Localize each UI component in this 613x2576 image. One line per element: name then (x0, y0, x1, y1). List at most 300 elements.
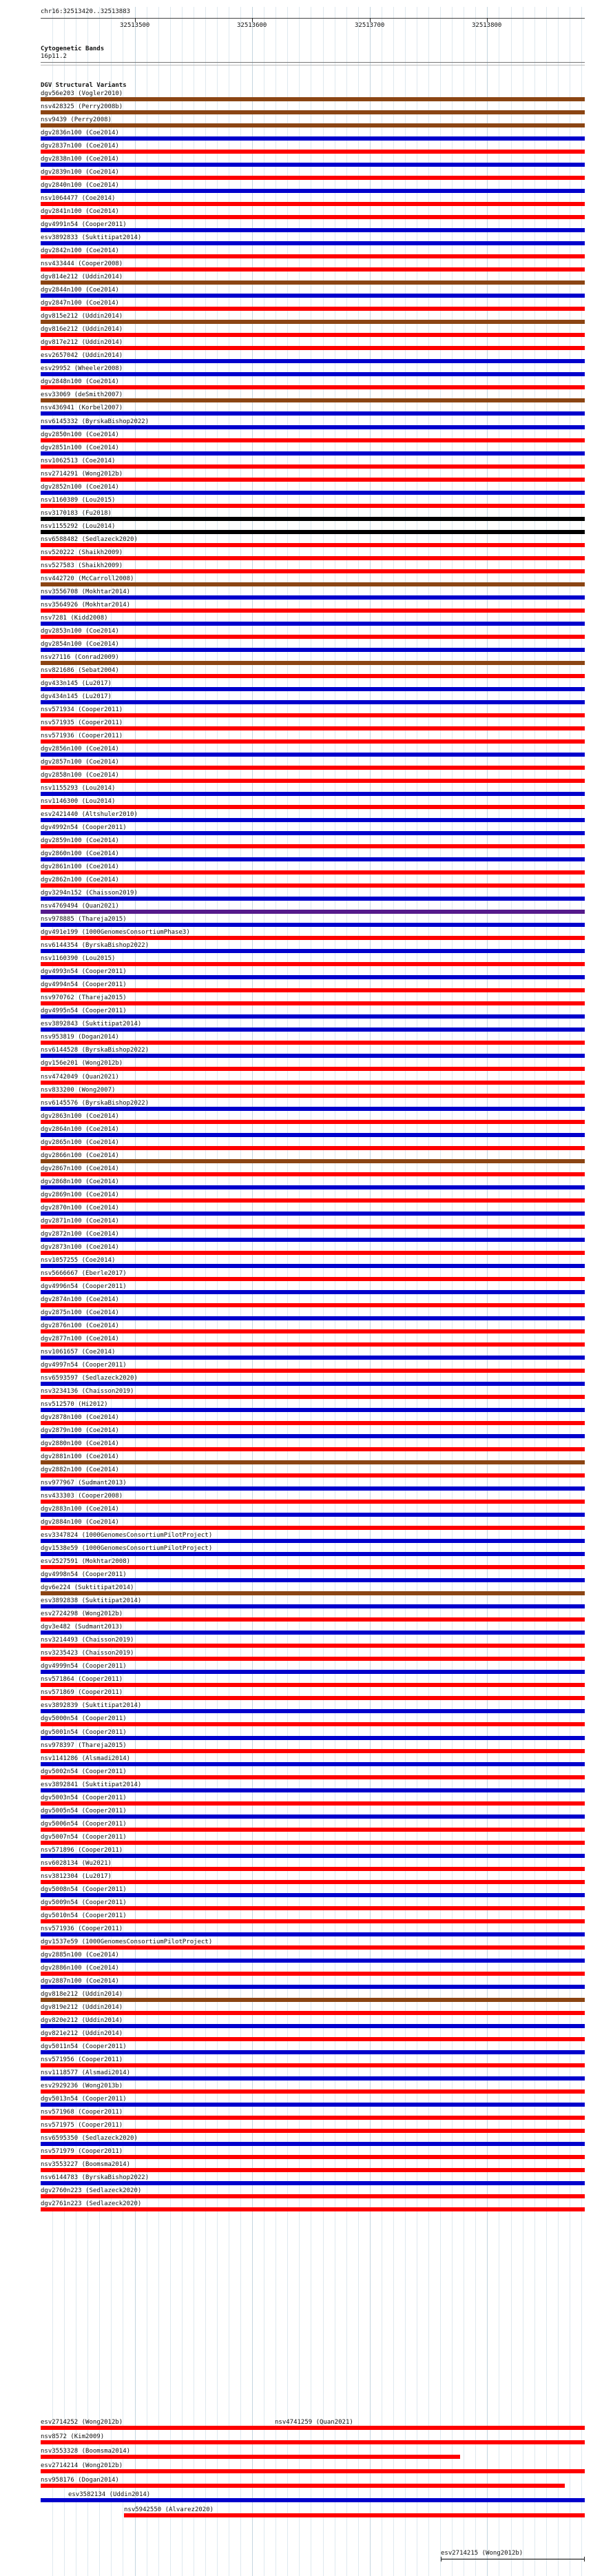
sv-feature-bar[interactable] (41, 962, 585, 966)
sv-feature-bar[interactable] (41, 425, 585, 429)
sv-feature-bar[interactable] (41, 398, 585, 402)
sv-feature-label: dgv2882n100 (Coe2014) (41, 1466, 119, 1473)
sv-feature-bar[interactable] (41, 307, 585, 311)
sv-feature-label: dgv2862n100 (Coe2014) (41, 877, 119, 883)
sv-feature-label: dgv2878n100 (Coe2014) (41, 1414, 119, 1421)
sv-feature-bar[interactable] (41, 1067, 585, 1071)
sv-feature-bar[interactable] (41, 1591, 585, 1595)
sv-feature-label: dgv2885n100 (Coe2014) (41, 1952, 119, 1959)
sv-feature-label: esv3347824 (1000GenomesConsortiumPilotProject) (41, 1532, 213, 1539)
sv-feature-label: esv2714252 (Wong2012b) (41, 2419, 123, 2426)
sv-feature-label: nsv571934 (Cooper2011) (41, 706, 123, 713)
ruler-tick-label: 32513700 (355, 22, 385, 29)
sv-feature-bar[interactable] (41, 189, 585, 193)
sv-feature-label: esv2929236 (Wong2013b) (41, 2083, 123, 2089)
sv-feature-bar[interactable] (41, 1369, 585, 1373)
sv-feature-bar[interactable] (41, 1185, 585, 1189)
sv-feature-bar[interactable] (41, 779, 585, 783)
sv-feature-bar[interactable] (41, 844, 585, 848)
sv-feature-label: dgv2840n100 (Coe2014) (41, 182, 119, 189)
sv-feature-label: esv29952 (Wheeler2008) (41, 365, 123, 372)
sv-feature-bar[interactable] (41, 1028, 585, 1032)
sv-feature-label: dgv817e212 (Uddin2014) (41, 339, 123, 346)
sv-feature-label: nsv571935 (Cooper2011) (41, 719, 123, 726)
sv-feature-label: dgv1537e59 (1000GenomesConsortiumPilotProject) (41, 1939, 213, 1945)
sv-feature-bar[interactable] (41, 1604, 585, 1608)
sv-feature-label: nsv571936 (Cooper2011) (41, 733, 123, 739)
sv-feature-bar[interactable] (124, 2513, 585, 2517)
sv-feature-bar[interactable] (41, 674, 585, 678)
sv-feature-label: dgv2841n100 (Coe2014) (41, 208, 119, 215)
sv-feature-bar[interactable] (41, 1617, 585, 1622)
sv-feature-bar[interactable] (41, 1238, 585, 1242)
sv-feature-label: dgv2861n100 (Coe2014) (41, 863, 119, 870)
sv-feature-label: esv2714214 (Wong2012b) (41, 2462, 123, 2469)
sv-feature-label: esv3582134 (Uddin2014) (68, 2491, 151, 2498)
sv-feature-bar[interactable] (41, 464, 585, 469)
sv-feature-label: dgv6e224 (Suktitipat2014) (41, 1584, 134, 1591)
sv-feature-bar[interactable] (41, 1552, 585, 1556)
sv-feature-label: dgv2761n223 (Sedlazeck2020) (41, 2200, 142, 2207)
sv-feature-bar[interactable] (41, 176, 585, 180)
sv-feature-bar[interactable] (41, 897, 585, 901)
sv-feature-label: nsv821686 (Sebat2004) (41, 667, 119, 674)
sv-feature-bar[interactable] (41, 870, 585, 875)
sv-feature-label: nsv5666667 (Eberle2017) (41, 1270, 127, 1277)
sv-feature-label: nsv6144528 (ByrskaBishop2022) (41, 1047, 149, 1054)
sv-feature-label: dgv5001n54 (Cooper2011) (41, 1729, 127, 1736)
sv-feature-label: dgv821e212 (Uddin2014) (41, 2030, 123, 2037)
sv-feature-bar[interactable] (41, 1526, 585, 1530)
sv-feature-bar[interactable] (41, 1867, 585, 1871)
ruler-axis (41, 18, 585, 19)
sv-feature-bar[interactable] (41, 267, 585, 272)
sv-feature-bar[interactable] (41, 2484, 565, 2488)
sv-feature-label: dgv2881n100 (Coe2014) (41, 1453, 119, 1460)
sv-feature-bar[interactable] (41, 1408, 585, 1412)
sv-feature-bar[interactable] (41, 556, 585, 560)
sv-feature-bar[interactable] (41, 1172, 585, 1176)
sv-feature-label: dgv4995n54 (Cooper2011) (41, 1008, 127, 1014)
sv-feature-bar[interactable] (41, 517, 585, 521)
sv-feature-label: dgv5006n54 (Cooper2011) (41, 1821, 127, 1828)
sv-feature-bar[interactable] (41, 582, 585, 586)
sv-feature-bar[interactable] (41, 2050, 585, 2054)
sv-feature-label: nsv978397 (Thareja2015) (41, 1742, 127, 1749)
sv-feature-bar[interactable] (41, 2089, 585, 2094)
sv-feature-bar[interactable] (41, 2440, 585, 2444)
sv-feature-bar[interactable] (41, 700, 585, 704)
sv-feature-label: dgv2852n100 (Coe2014) (41, 484, 119, 491)
sv-feature-bar[interactable] (41, 438, 585, 442)
sv-feature-bar[interactable] (41, 910, 585, 914)
sv-feature-bar[interactable] (41, 726, 585, 730)
sv-feature-bar[interactable] (41, 1382, 585, 1386)
sv-feature-label: nsv442720 (McCarroll2008) (41, 575, 134, 582)
sv-feature-bar[interactable] (41, 451, 585, 456)
sv-feature-bar[interactable] (41, 1749, 585, 1753)
sv-feature-bar[interactable] (41, 333, 585, 337)
sv-feature-bar[interactable] (41, 2455, 460, 2459)
sv-feature-bar[interactable] (41, 923, 585, 927)
sv-feature-label: dgv2870n100 (Coe2014) (41, 1205, 119, 1212)
sv-feature-bar[interactable] (41, 1094, 585, 1098)
sv-feature-bar[interactable] (41, 2063, 585, 2067)
sv-feature-bar[interactable] (41, 1225, 585, 1229)
cytoband-track-title: Cytogenetic Bands (41, 45, 105, 52)
sv-feature-label: dgv2874n100 (Coe2014) (41, 1296, 119, 1303)
cytoband-bar[interactable] (41, 62, 585, 63)
sv-feature-bar[interactable] (41, 1342, 585, 1347)
sv-feature-label: esv2724298 (Wong2012b) (41, 1611, 123, 1617)
sv-feature-bar[interactable] (41, 857, 585, 861)
sv-feature-bar[interactable] (41, 766, 585, 770)
sv-feature-bar[interactable] (41, 1303, 585, 1307)
sv-feature-label: nsv970762 (Thareja2015) (41, 994, 127, 1001)
sv-feature-bar[interactable] (41, 294, 585, 298)
sv-feature-bar[interactable] (41, 530, 585, 534)
sv-feature-label: dgv433n145 (Lu2017) (41, 680, 112, 687)
sv-feature-bar[interactable] (41, 1945, 585, 1950)
sv-feature-label: nsv3553227 (Boomsma2014) (41, 2161, 131, 2168)
sv-feature-bar[interactable] (41, 372, 585, 376)
sv-feature-label: nsv958176 (Dogan2014) (41, 2477, 119, 2484)
sv-feature-bar[interactable] (41, 1932, 585, 1936)
sv-feature-label: nsv571896 (Cooper2011) (41, 1847, 123, 1854)
sv-feature-label: nsv1064477 (Coe2014) (41, 195, 116, 202)
sv-feature-label: dgv5011n54 (Cooper2011) (41, 2043, 127, 2050)
sv-feature-bar[interactable] (41, 2426, 585, 2430)
sv-feature-bar[interactable] (41, 1500, 585, 1504)
sv-feature-label: esv3892839 (Suktitipat2014) (41, 1702, 142, 1709)
sv-feature-label: nsv520222 (Shaikh2009) (41, 549, 123, 556)
sv-feature-label: nsv3553328 (Boomsma2014) (41, 2448, 131, 2455)
sv-feature-bar[interactable] (41, 648, 585, 652)
sv-feature-label: nsv4769494 (Quan2021) (41, 903, 119, 910)
sv-feature-label: dgv2872n100 (Coe2014) (41, 1231, 119, 1238)
sv-feature-label: dgv4999n54 (Cooper2011) (41, 1663, 127, 1670)
sv-feature-label: nsv4742049 (Quan2021) (41, 1074, 119, 1081)
sv-feature-label: nsv3564926 (Mokhtar2014) (41, 602, 131, 609)
sv-feature-label: dgv2877n100 (Coe2014) (41, 1336, 119, 1342)
sv-feature-label: esv2421440 (Altshuler2010) (41, 811, 138, 818)
sv-feature-bar[interactable] (41, 1696, 585, 1700)
sv-feature-bar[interactable] (41, 1919, 585, 1923)
sv-feature-bar[interactable] (41, 1631, 585, 1635)
sv-feature-bar[interactable] (41, 320, 585, 324)
sv-feature-label: dgv434n145 (Lu2017) (41, 693, 112, 700)
sv-feature-bar[interactable] (41, 1329, 585, 1333)
sv-feature-bar[interactable] (41, 569, 585, 573)
sv-feature-bar[interactable] (41, 1264, 585, 1268)
sv-feature-bar[interactable] (41, 1998, 585, 2002)
sv-feature-label: dgv5000n54 (Cooper2011) (41, 1715, 127, 1722)
sv-feature-label: nsv1160389 (Lou2015) (41, 497, 116, 504)
sv-feature-label: nsv1057255 (Coe2014) (41, 1257, 116, 1264)
sv-feature-label: dgv491e199 (1000GenomesConsortiumPhase3) (41, 929, 190, 936)
sv-feature-label: nsv8572 (Kim2009) (41, 2433, 105, 2440)
sv-feature-bar[interactable] (41, 1120, 585, 1124)
sv-feature-bar[interactable] (41, 2155, 585, 2159)
sv-feature-label: dgv815e212 (Uddin2014) (41, 313, 123, 320)
sv-feature-bar[interactable] (41, 635, 585, 639)
sv-feature-bar[interactable] (41, 2129, 585, 2133)
sv-feature-label: nsv571864 (Cooper2011) (41, 1676, 123, 1683)
sv-feature-bar[interactable] (41, 1539, 585, 1543)
sv-feature-bar[interactable] (41, 1001, 585, 1005)
sv-feature-bar[interactable] (41, 1644, 585, 1648)
sv-feature-label: dgv820e212 (Uddin2014) (41, 2017, 123, 2024)
sv-feature-label: dgv2857n100 (Coe2014) (41, 759, 119, 766)
sv-feature-label: dgv2837n100 (Coe2014) (41, 143, 119, 150)
sv-feature-bar[interactable] (41, 2103, 585, 2107)
sv-feature-bar[interactable] (41, 1054, 585, 1058)
sv-feature-label: nsv571936 (Cooper2011) (41, 1925, 123, 1932)
sv-feature-label: dgv2848n100 (Coe2014) (41, 378, 119, 385)
sv-feature-bar[interactable] (41, 2024, 585, 2028)
sv-feature-bar[interactable] (41, 346, 585, 350)
sv-feature-label: nsv2714291 (Wong2012b) (41, 471, 123, 478)
sv-feature-bar[interactable] (41, 2142, 585, 2146)
sv-feature-bar[interactable] (41, 2194, 585, 2198)
sv-feature-label: nsv977967 (Sudmant2013) (41, 1480, 127, 1486)
sv-feature-bar[interactable] (41, 97, 585, 101)
sv-feature-bar[interactable] (41, 411, 585, 416)
sv-feature-bar[interactable] (41, 1081, 585, 1085)
sv-feature-label: nsv6145332 (ByrskaBishop2022) (41, 418, 149, 425)
sv-feature-bar[interactable] (41, 975, 585, 979)
sv-feature-label: nsv833200 (Wong2007) (41, 1087, 116, 1094)
sv-feature-label: esv3892833 (Suktitipat2014) (41, 234, 142, 241)
sv-track-title: DGV Structural Variants (41, 82, 127, 89)
sv-feature-bar[interactable] (41, 1107, 585, 1111)
sv-feature-bar[interactable] (41, 254, 585, 258)
sv-feature-label: nsv571979 (Cooper2011) (41, 2148, 123, 2155)
sv-feature-bar[interactable] (41, 2181, 585, 2185)
sv-feature-label: dgv2868n100 (Coe2014) (41, 1178, 119, 1185)
sv-feature-bar[interactable] (41, 1434, 585, 1438)
sv-feature-bar[interactable] (41, 1395, 585, 1399)
sv-feature-label: nsv571869 (Cooper2011) (41, 1689, 123, 1696)
sv-feature-bar[interactable] (41, 2076, 585, 2081)
sv-feature-label: dgv2760n223 (Sedlazeck2020) (41, 2187, 142, 2194)
sv-feature-label: nsv512570 (Hi2012) (41, 1401, 108, 1408)
sv-feature-bar[interactable] (41, 543, 585, 547)
sv-feature-label: nsv9439 (Perry2008) (41, 116, 112, 123)
sv-feature-label: dgv2883n100 (Coe2014) (41, 1506, 119, 1513)
sv-feature-label: dgv2875n100 (Coe2014) (41, 1309, 119, 1316)
sv-feature-bar[interactable] (41, 687, 585, 691)
sv-feature-bar[interactable] (41, 753, 585, 757)
sv-feature-bar[interactable] (41, 2498, 585, 2502)
sv-feature-bar[interactable] (41, 280, 585, 285)
sv-feature-bar[interactable] (41, 988, 585, 992)
sv-feature-label: dgv818e212 (Uddin2014) (41, 1991, 123, 1998)
sv-feature-label: dgv2838n100 (Coe2014) (41, 156, 119, 163)
sv-feature-bar[interactable] (41, 163, 585, 167)
sv-feature-label: nsv4741259 (Quan2021) (275, 2419, 353, 2426)
sv-feature-bar[interactable] (41, 1959, 585, 1963)
sv-feature-bar[interactable] (41, 595, 585, 600)
sv-feature-label: nsv571975 (Cooper2011) (41, 2122, 123, 2129)
sv-feature-label: nsv6145576 (ByrskaBishop2022) (41, 1100, 149, 1107)
sv-feature-label: dgv4992n54 (Cooper2011) (41, 824, 127, 831)
sv-feature-bar[interactable] (41, 1841, 585, 1845)
sv-feature-bar[interactable] (41, 818, 585, 822)
sv-feature-bar[interactable] (41, 1893, 585, 1897)
sv-feature-bar[interactable] (41, 1670, 585, 1674)
sv-feature-label: dgv2856n100 (Coe2014) (41, 746, 119, 753)
sv-feature-bar[interactable] (41, 713, 585, 717)
sv-feature-label: nsv6144783 (ByrskaBishop2022) (41, 2174, 149, 2181)
sv-feature-label: nsv1141286 (Alsmadi2014) (41, 1755, 131, 1762)
sv-feature-bar[interactable] (41, 1356, 585, 1360)
sv-feature-label: dgv814e212 (Uddin2014) (41, 274, 123, 280)
sv-feature-label: nsv6595350 (Sedlazeck2020) (41, 2135, 138, 2142)
sv-feature-bar[interactable] (41, 661, 585, 665)
sv-feature-bar[interactable] (41, 1159, 585, 1163)
sv-feature-label: nsv428325 (Perry2008b) (41, 103, 123, 110)
sv-feature-bar[interactable] (41, 792, 585, 796)
sv-feature-bar[interactable] (41, 831, 585, 835)
sv-feature-bar[interactable] (41, 1565, 585, 1569)
sv-feature-bar[interactable] (41, 215, 585, 219)
sv-feature-bar[interactable] (41, 123, 585, 127)
sv-feature-label: dgv2844n100 (Coe2014) (41, 287, 119, 294)
sv-feature-bar[interactable] (41, 241, 585, 245)
sv-feature-bar[interactable] (41, 1578, 585, 1582)
sv-feature-label: dgv2854n100 (Coe2014) (41, 641, 119, 648)
sv-feature-bar[interactable] (41, 359, 585, 363)
sv-feature-label: nsv6593597 (Sedlazeck2020) (41, 1375, 138, 1382)
sv-feature-bar[interactable] (41, 622, 585, 626)
sv-feature-bar[interactable] (41, 1212, 585, 1216)
sv-feature-bar[interactable] (41, 1473, 585, 1478)
sv-feature-bar[interactable] (41, 1854, 585, 1858)
sv-feature-label: dgv2864n100 (Coe2014) (41, 1126, 119, 1133)
sv-feature-bar[interactable] (41, 1251, 585, 1255)
sv-feature-label: dgv4993n54 (Cooper2011) (41, 968, 127, 975)
sv-feature-label: dgv2866n100 (Coe2014) (41, 1152, 119, 1159)
sv-feature-bar[interactable] (41, 110, 585, 114)
sv-feature-bar[interactable] (41, 1709, 585, 1713)
sv-feature-label: esv2714215 (Wong2012b) (441, 2550, 523, 2557)
sv-feature-bar[interactable] (41, 1657, 585, 1661)
sv-feature-bar[interactable] (41, 2116, 585, 2120)
sv-feature-bar[interactable] (41, 1788, 585, 1792)
sv-feature-bar[interactable] (41, 1762, 585, 1766)
sv-feature-bar[interactable] (41, 805, 585, 809)
sv-feature-bar[interactable] (41, 609, 585, 613)
sv-feature-bar[interactable] (41, 1277, 585, 1281)
sv-feature-label: nsv6144354 (ByrskaBishop2022) (41, 942, 149, 949)
sv-feature-label: nsv953819 (Dogan2014) (41, 1034, 119, 1041)
sv-feature-label: dgv2867n100 (Coe2014) (41, 1165, 119, 1172)
sv-feature-bar[interactable] (41, 504, 585, 508)
sv-feature-bar[interactable] (41, 1486, 585, 1491)
sv-feature-bar[interactable] (41, 2168, 585, 2172)
sv-feature-bar[interactable] (41, 1972, 585, 1976)
sv-feature-label: nsv1146300 (Lou2014) (41, 798, 116, 805)
sv-feature-label: nsv1155293 (Lou2014) (41, 785, 116, 792)
sv-feature-bar[interactable] (41, 2011, 585, 2015)
sv-feature-bar[interactable] (41, 1041, 585, 1045)
sv-feature-bar[interactable] (41, 936, 585, 940)
sv-feature-bar-end (584, 2557, 585, 2562)
sv-feature-label: dgv5009n54 (Cooper2011) (41, 1899, 127, 1906)
sv-feature-bar[interactable] (41, 739, 585, 744)
sv-feature-bar[interactable] (41, 883, 585, 888)
sv-feature-bar[interactable] (41, 1828, 585, 1832)
location-readout: chr16:32513420..32513883 (41, 8, 131, 15)
sv-feature-label: dgv56e203 (Vogler2010) (41, 90, 123, 97)
sv-feature-bar[interactable] (41, 136, 585, 141)
sv-feature-bar[interactable] (41, 1906, 585, 1910)
sv-feature-bar[interactable] (41, 949, 585, 953)
sv-feature-label: nsv1061657 (Coe2014) (41, 1349, 116, 1356)
sv-feature-label: dgv3e482 (Sudmant2013) (41, 1624, 123, 1631)
sv-feature-bar[interactable] (41, 202, 585, 206)
sv-feature-bar[interactable] (41, 1775, 585, 1779)
sv-feature-bar[interactable] (41, 1801, 585, 1806)
sv-feature-label: dgv5003n54 (Cooper2011) (41, 1795, 127, 1801)
sv-feature-bar[interactable] (41, 1513, 585, 1517)
sv-feature-bar[interactable] (41, 2469, 585, 2473)
sv-feature-label: nsv978885 (Thareja2015) (41, 916, 127, 923)
sv-feature-label: dgv5007n54 (Cooper2011) (41, 1834, 127, 1841)
sv-feature-bar[interactable] (41, 478, 585, 482)
sv-feature-label: nsv3234136 (Chaisson2019) (41, 1388, 134, 1395)
sv-feature-bar[interactable] (41, 385, 585, 389)
sv-feature-label: dgv5002n54 (Cooper2011) (41, 1768, 127, 1775)
sv-feature-label: esv3892841 (Suktitipat2014) (41, 1781, 142, 1788)
sv-feature-bar[interactable] (41, 2037, 585, 2041)
sv-feature-bar[interactable] (41, 1815, 585, 1819)
sv-feature-bar[interactable] (41, 2207, 585, 2211)
sv-feature-bar[interactable] (41, 1460, 585, 1464)
sv-feature-label: esv3892838 (Suktitipat2014) (41, 1597, 142, 1604)
sv-feature-label: dgv2886n100 (Coe2014) (41, 1965, 119, 1972)
sv-feature-label: dgv2842n100 (Coe2014) (41, 247, 119, 254)
sv-feature-label: dgv4994n54 (Cooper2011) (41, 981, 127, 988)
sv-feature-label: nsv5942550 (Alvarez2020) (124, 2506, 214, 2513)
sv-feature-bar[interactable] (41, 1290, 585, 1294)
sv-feature-bar[interactable] (41, 1146, 585, 1150)
sv-feature-bar[interactable] (41, 1014, 585, 1019)
sv-feature-label: nsv6588482 (Sedlazeck2020) (41, 536, 138, 543)
sv-feature-label: dgv2860n100 (Coe2014) (41, 850, 119, 857)
sv-feature-bar[interactable] (41, 1880, 585, 1884)
sv-feature-bar[interactable] (41, 1198, 585, 1203)
sv-feature-bar[interactable] (41, 491, 585, 495)
sv-feature-label: dgv2853n100 (Coe2014) (41, 628, 119, 635)
sv-feature-label: nsv6028134 (Wu2021) (41, 1860, 112, 1867)
sv-feature-bar[interactable] (41, 150, 585, 154)
sv-feature-bar[interactable] (41, 228, 585, 232)
sv-feature-bar[interactable] (41, 1316, 585, 1320)
sv-feature-bar[interactable] (41, 1683, 585, 1687)
sv-feature-bar[interactable] (41, 1722, 585, 1726)
sv-feature-bar[interactable] (41, 1985, 585, 1989)
ruler-tick-label: 32513600 (237, 22, 267, 29)
sv-feature-bar[interactable] (41, 1421, 585, 1425)
sv-feature-bar[interactable] (41, 1133, 585, 1137)
sv-feature-bar[interactable] (41, 1447, 585, 1451)
sv-feature-label: nsv433303 (Cooper2008) (41, 1493, 123, 1500)
sv-feature-label: dgv4998n54 (Cooper2011) (41, 1571, 127, 1578)
cytoband-label: 16p11.2 (41, 53, 67, 60)
sv-feature-bar[interactable] (41, 1736, 585, 1740)
